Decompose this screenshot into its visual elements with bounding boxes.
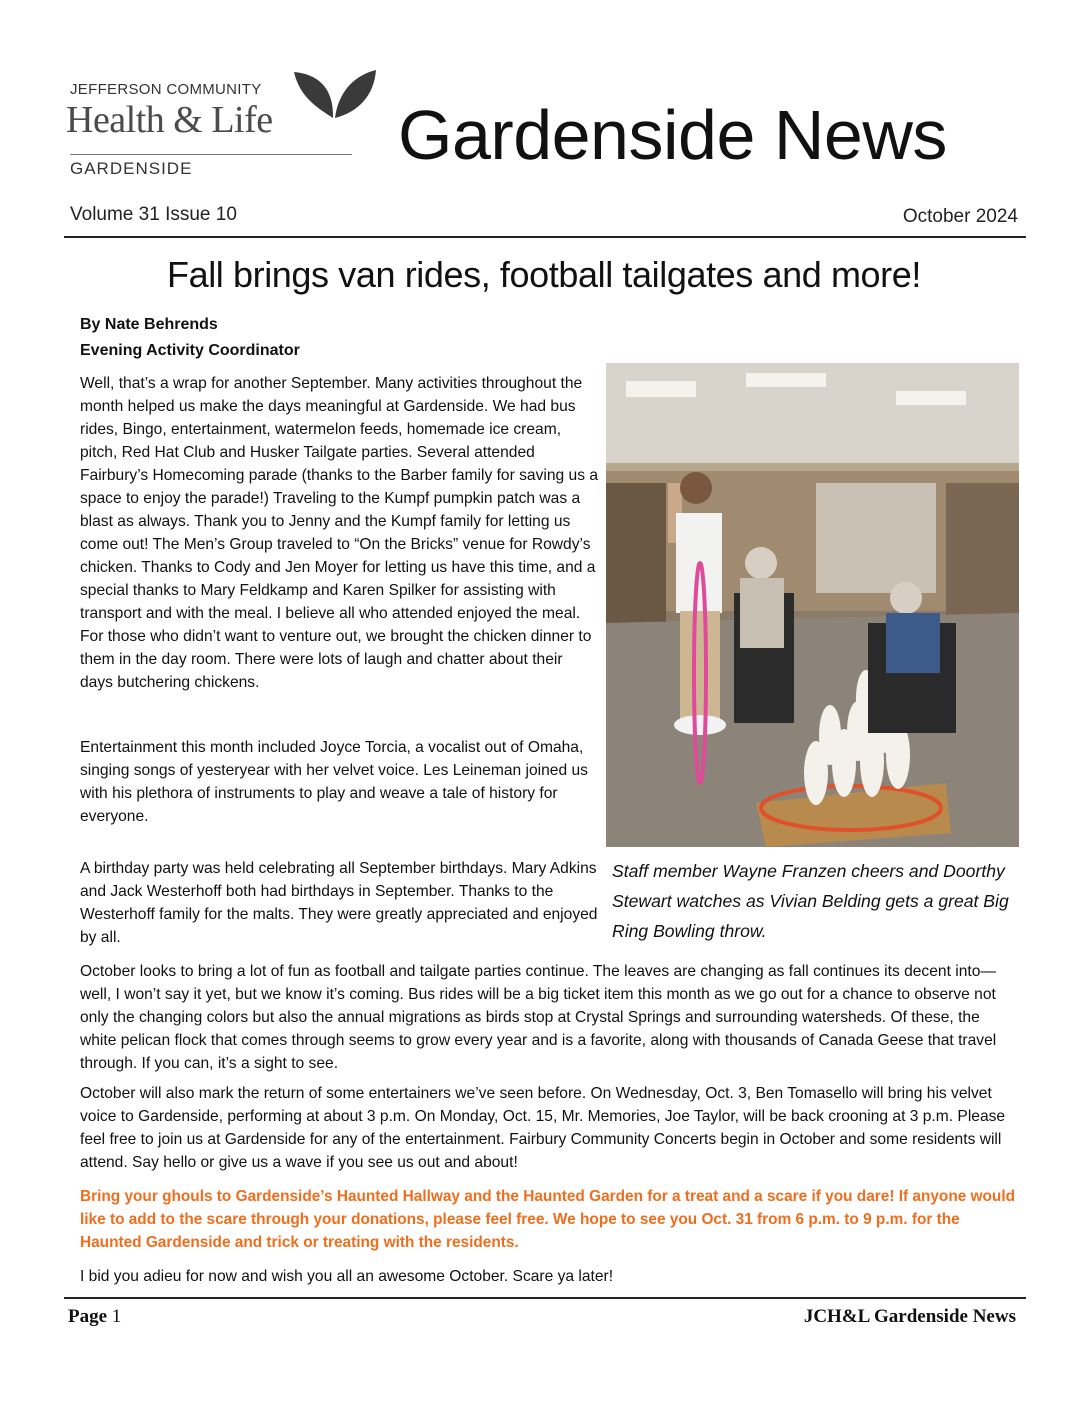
newsletter-title: Gardenside News [398, 96, 947, 174]
article-paragraph: Well, that’s a wrap for another September. Many activities throughout the month helped us make the days meaningful at Gardenside. We had bus rides, Bingo, entertainment, watermelon feeds, homemade ice cream, pitch, Red Hat Club and Husker Tailgate parties. Several attended Fairbury’s Homecoming parade (thanks to the Barber family for saving us a space to enjoy the parade!) Traveling to the Kumpf pumpkin patch was a blast as always. Thank you to Jenny and the Kumpf family for letting us come out! The Men’s Group traveled to “On the Bricks” venue for Rowdy’s chicken. Thanks to Cody and Jen Moyer for letting us have this time, and a special thanks to Mary Feldkamp and Karen Spilker for assisting with transport and with the meal. I believe all who attended enjoyed the meal. For those who didn’t want to venture out, we brought the chicken dinner to them in the day room. There were lots of laugh and chatter about their days butchering chickens. [80, 375, 599, 691]
article-paragraph: October looks to bring a lot of fun as football and tailgate parties continue. The leaves are changing as fall continues its decent into—well, I won’t say it yet, but we know it’s coming. Bus rides will be a big ticket item this month as we go out for a chance to observe not only the changing colors but also the annual migrations as birds stop at Crystal Springs and surrounding watersheds. Of these, the white pelican flock that comes through seems to grow every year and is a favorite, along with thousands of Canada Geese that travel through. If you can, it’s a sight to see. [80, 963, 997, 1072]
logo-line-facility: GARDENSIDE [70, 159, 193, 178]
leaf-icon [288, 68, 378, 120]
header-divider [64, 236, 1026, 238]
article-paragraph: A birthday party was held celebrating all September birthdays. Mary Adkins and Jack Westerhoff both had birthdays in September. Thanks to the Westerhoff family for the malts. They were greatly appreciated and enjoyed by all. [80, 860, 598, 946]
volume-issue: Volume 31 Issue 10 [70, 204, 237, 225]
author-title: Evening Activity Coordinator [80, 342, 300, 359]
author-name: By Nate Behrends [80, 316, 218, 333]
bowling-activity-photo [606, 363, 1019, 847]
article-paragraph: Entertainment this month included Joyce Torcia, a vocalist out of Omaha, singing songs of yesteryear with her velvet voice. Les Leineman joined us with his plethora of instruments to play and weave a tale of history for everyone. [80, 739, 588, 825]
haunted-hallway-announcement: Bring your ghouls to Gardenside’s Haunted Hallway and the Haunted Garden for a treat and a scare if you dare! If anyone would like to add to the scare through your donations, please feel free. We hope to see you Oct. 31 from 6 p.m. to 9 p.m. for the Haunted Gardenside and trick or treating with the residents. [80, 1188, 1016, 1251]
article-paragraph: I bid you adieu for now and wish you all an awesome October. Scare ya later! [80, 1268, 614, 1285]
article-headline: Fall brings van rides, football tailgates and more! [166, 254, 921, 295]
footer-divider [64, 1297, 1026, 1299]
footer-publication-name: JCH&L Gardenside News [803, 1306, 1016, 1327]
logo-line-organization: JEFFERSON COMMUNITY [70, 81, 262, 98]
page-number [68, 1306, 121, 1328]
article-paragraph: October will also mark the return of some entertainers we’ve seen before. On Wednesday, Oct. 3, Ben Tomasello will bring his velvet voice to Gardenside, performing at about 3 p.m. On Monday, Oct. 15, Mr. Memories, Joe Taylor, will be back crooning at 3 p.m. Please feel free to join us at Gardenside for any of the entertainment. Fairbury Community Concerts begin in October and some residents will attend. Say hello or give us a wave if you see us out and about! [80, 1085, 1006, 1171]
page-label: Page [68, 1306, 108, 1327]
organization-logo [66, 68, 382, 184]
issue-date: October 2024 [902, 206, 1018, 227]
logo-divider [70, 154, 352, 155]
logo-line-brand: Health & Life [66, 99, 273, 141]
byline [80, 312, 300, 364]
page-number-value: 1 [111, 1306, 122, 1327]
photo-caption: Staff member Wayne Franzen cheers and Doorthy Stewart watches as Vivian Belding gets a great Big Ring Bowling throw. [612, 861, 1009, 941]
